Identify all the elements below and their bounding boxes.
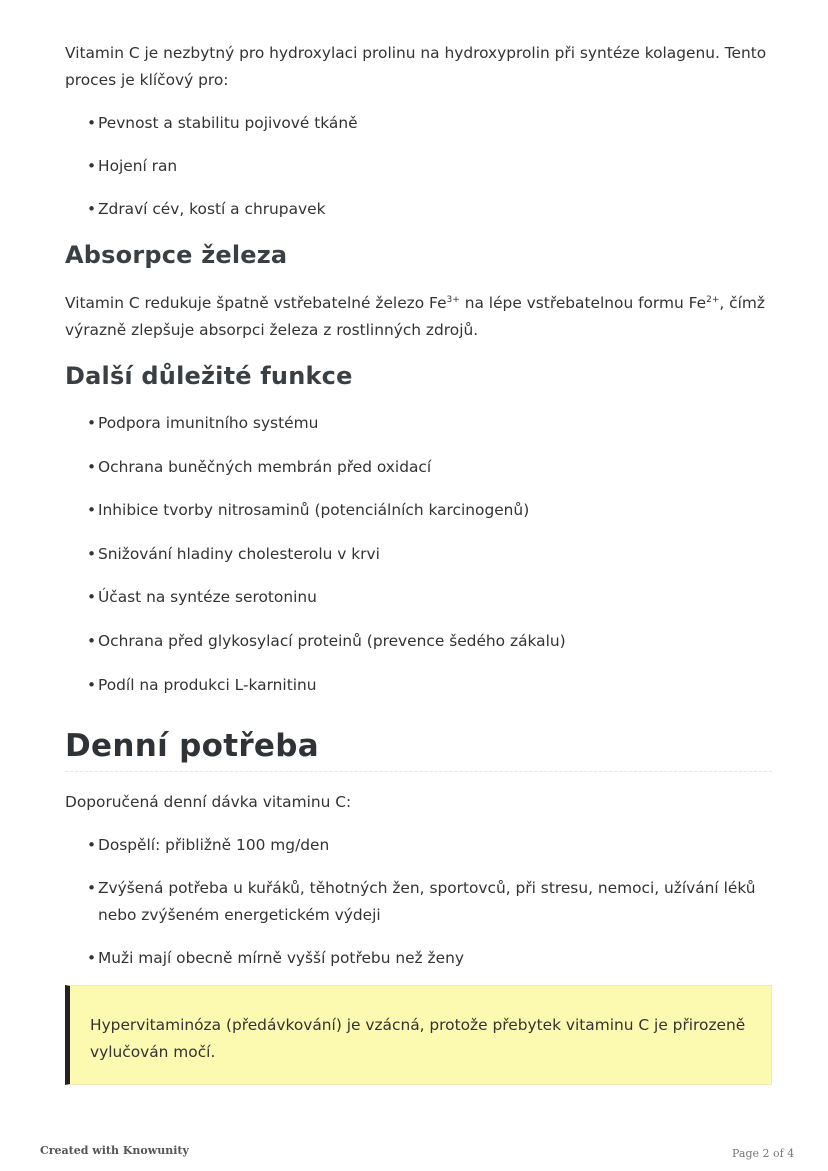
warning-note-box [65, 985, 772, 1085]
intro-paragraph: Vitamin C je nezbytný pro hydroxylaci prolinu na hydroxyprolin při syntéze kolagenu. Tento proces je klíčový pro: [65, 44, 767, 89]
iron-absorption-paragraph: Vitamin C redukuje špatně vstřebatelné železo $Fe^{3+}$ na lépe vstřebatelnou formu $Fe^{2+}$, čímž výrazně zlepšuje absorpci železa z rostlinných zdrojů. [65, 294, 765, 339]
list-item: • Inhibice tvorby nitrosaminů (potenciálních karcinogenů) [87, 497, 767, 524]
superscript: 2+ [706, 294, 720, 305]
list-item: • Účast na syntéze serotoninu [87, 584, 767, 611]
list-item: • Podpora imunitního systému [87, 410, 767, 437]
heading-other-functions: Další důležité funkce [65, 362, 353, 390]
list-item: • Dospělí: přibližně 100 mg/den [87, 832, 767, 859]
page-number: Page 2 of 4 [732, 1147, 795, 1160]
list-item: • Hojení ran [87, 153, 767, 180]
note-text: Hypervitaminóza (předávkování) je vzácná, protože přebytek vitaminu C je přirozeně vylučován močí. [90, 1016, 746, 1061]
functions-list [87, 410, 767, 699]
list-item: • Muži mají obecně mírně vyšší potřebu než ženy [87, 945, 767, 972]
list-item: • Ochrana buněčných membrán před oxidací [87, 454, 767, 481]
daily-need-intro: Doporučená denní dávka vitaminu C: [65, 793, 352, 811]
list-item: • Zdraví cév, kostí a chrupavek [87, 196, 767, 223]
footer-credit: Created with Knowunity [40, 1144, 189, 1157]
heading-divider [65, 771, 772, 772]
heading-iron-absorption: Absorpce železa [65, 241, 288, 269]
superscript: 3+ [446, 294, 460, 305]
list-item: • Ochrana před glykosylací proteinů (prevence šedého zákalu) [87, 628, 767, 655]
daily-need-list [87, 832, 767, 972]
heading-daily-need: Denní potřeba [65, 728, 319, 764]
collagen-list [87, 110, 767, 223]
list-item: • Zvýšená potřeba u kuřáků, těhotných žen, sportovců, při stresu, nemoci, užívání léků nebo zvýšeném energetickém výdeji [87, 875, 767, 929]
list-item: • Pevnost a stabilitu pojivové tkáně [87, 110, 767, 137]
list-item: • Snižování hladiny cholesterolu v krvi [87, 541, 767, 568]
list-item: • Podíl na produkci L-karnitinu [87, 672, 767, 699]
